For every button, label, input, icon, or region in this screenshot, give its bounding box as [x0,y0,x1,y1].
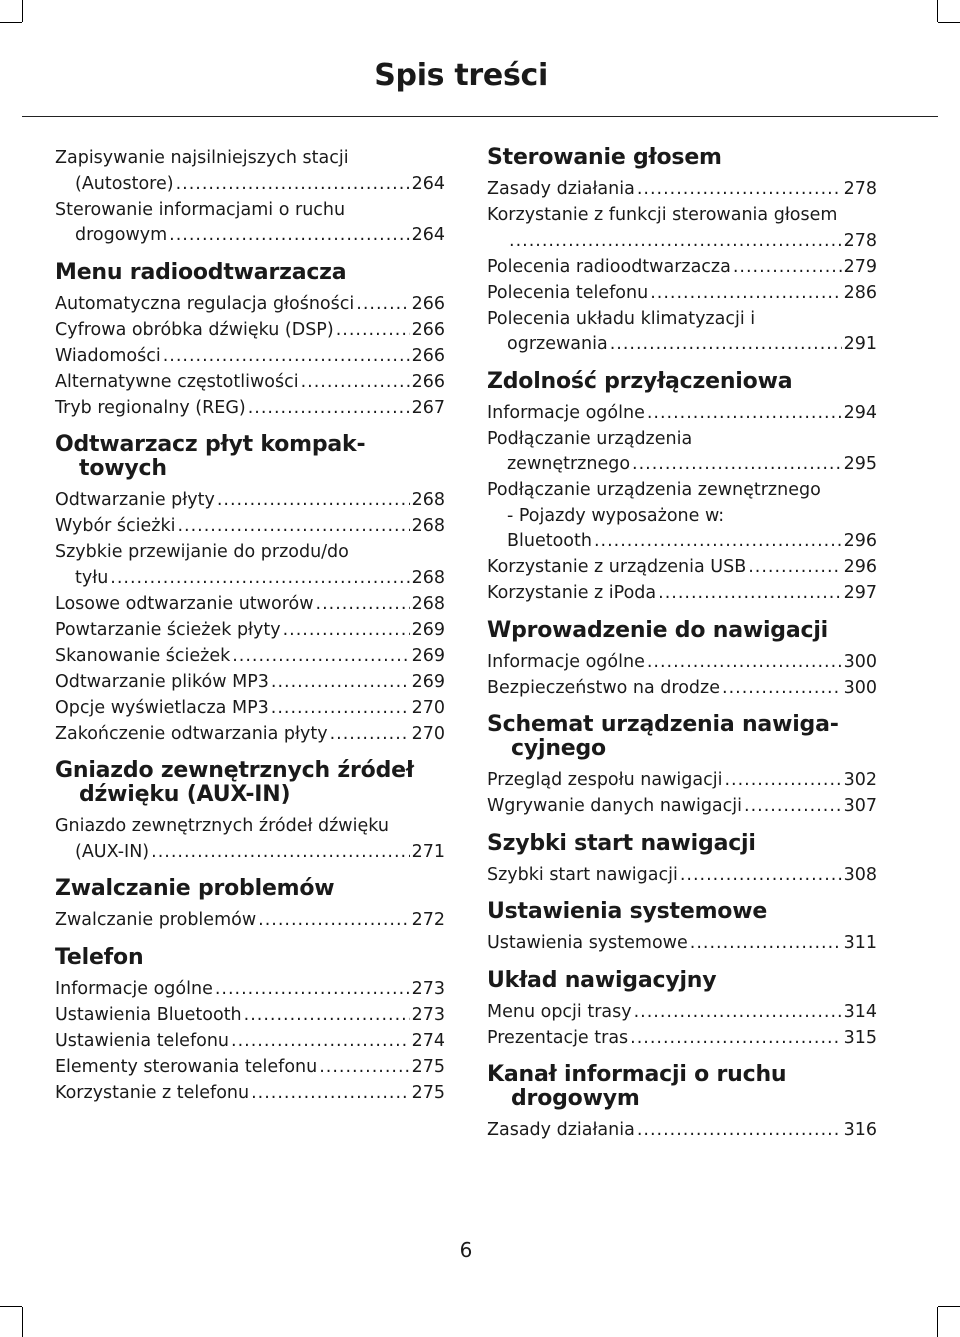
section-heading [487,370,877,394]
toc-entry-line [55,592,445,618]
toc-entry-line [487,529,877,555]
section-heading-line: Zwalczanie problemów [55,876,335,901]
toc-entry-line [55,370,445,396]
toc-entry-line [55,840,445,866]
toc-page-number: 266 [411,371,445,392]
toc-entry-line [487,203,877,229]
toc-entry-text: Bluetooth [507,531,592,551]
toc-entry-text: Skanowanie ścieżek [55,645,231,666]
toc-entry-line [487,281,877,307]
toc-entry-line [55,566,445,592]
toc-entry-line [487,307,877,333]
dot-leader [647,650,842,676]
crop-mark [0,1306,22,1307]
toc-entry-text: Polecenia układu klimatyzacji i [487,308,756,329]
toc-entry-text: Wybór ścieżki [55,516,176,536]
toc-entry-text: Wiadomości [55,345,161,366]
toc-entry[interactable] [487,794,877,820]
toc-entry[interactable] [487,281,877,307]
toc-entry-line [55,344,445,370]
toc-entry[interactable] [55,488,445,514]
toc-entry-line [487,255,877,281]
toc-page-number: 294 [843,402,877,423]
toc-entry-line [55,198,445,224]
toc-entry-text: Korzystanie z funkcji sterowania głosem [487,205,838,225]
toc-entry-text: Korzystanie z telefonu [55,1082,250,1103]
toc-entry-line [55,172,445,198]
toc-entry-text: (AUX-IN) [75,841,150,862]
toc-entry[interactable] [55,514,445,540]
dot-leader [634,1000,842,1026]
toc-entry[interactable] [55,396,445,422]
dot-leader [271,696,410,722]
toc-entry[interactable] [487,676,877,702]
toc-page-number: 269 [411,619,445,640]
toc-section [487,1063,877,1144]
page-title: Spis treści [374,58,548,93]
section-heading-line: drogowym [511,1086,640,1111]
toc-entry-line [487,676,877,702]
toc-section [487,713,877,820]
section-heading-line: Układ nawigacyjny [487,967,717,993]
toc-entry-line [487,768,877,794]
dot-leader [215,977,410,1003]
dot-leader [722,676,842,702]
section-heading-line: dźwięku (AUX-IN) [79,782,291,807]
toc-page-number: 291 [843,334,877,354]
toc-page-number: 268 [411,593,445,614]
dot-leader [680,863,842,889]
toc-entry-line [55,977,445,1003]
toc-entry-line [487,229,877,255]
toc-entry[interactable] [487,931,877,957]
toc-entry-line [487,504,877,530]
toc-entry-text: Odtwarzanie płyty [55,490,215,510]
toc-entry-text: Losowe odtwarzanie utworów [55,593,314,614]
toc-entry-line [55,146,445,172]
dot-leader [637,1118,842,1144]
section-heading [487,619,877,643]
toc-entry[interactable] [487,1118,877,1144]
toc-entry[interactable] [487,1000,877,1026]
toc-entry[interactable] [55,977,445,1003]
crop-mark [938,22,960,23]
page-number: 6 [459,1238,473,1262]
toc-entry-line [487,931,877,957]
toc-section [55,146,445,249]
toc-section [55,261,445,422]
toc-entry[interactable] [55,618,445,644]
section-heading [55,759,445,807]
toc-entry-text: Informacje ogólne [55,978,213,999]
toc-entry-text: Zwalczanie problemów [55,910,257,930]
dot-leader [301,370,410,396]
toc-page-number: 302 [843,770,877,790]
toc-section [487,832,877,889]
section-heading-line: Odtwarzacz płyt kompak- [55,432,366,457]
dot-leader [232,644,409,670]
toc-entry-line [55,1055,445,1081]
toc-entry-line [487,863,877,889]
toc-page-number: 270 [411,723,445,744]
toc-entry-text: Gniazdo zewnętrznych źródeł dźwięku [55,816,389,836]
crop-mark [937,0,938,22]
header-rule [22,116,938,117]
toc-entry-line [487,1000,877,1026]
toc-entry-line [55,1081,445,1107]
toc-entry-text: tyłu [75,567,109,588]
dot-leader [169,223,409,249]
toc-entry[interactable] [487,255,877,281]
toc-entry-text: Zapisywanie najsilniejszych stacji [55,148,349,168]
section-heading [487,969,877,993]
section-heading-line: Zdolność przyłączeniowa [487,368,793,394]
toc-entry[interactable] [487,555,877,581]
dot-leader [316,592,410,618]
toc-entry-text: Sterowanie informacjami o ruchu [55,199,346,220]
toc-entry-line [55,396,445,422]
dot-leader [163,344,410,370]
toc-entry[interactable] [487,650,877,676]
section-heading-line: Schemat urządzenia nawiga- [487,712,839,737]
toc-page-number: 266 [411,319,445,340]
toc-entry[interactable] [55,592,445,618]
toc-entry[interactable] [55,1029,445,1055]
toc-section [55,946,445,1107]
toc-entry-text: Odtwarzanie plików MP3 [55,671,269,692]
toc-entry-line [55,670,445,696]
toc-entry-line [487,177,877,203]
toc-entry-line [487,401,877,427]
toc-page-number: 274 [411,1030,445,1051]
toc-entry[interactable] [487,401,877,427]
toc-entry-text: Tryb regionalny (REG) [55,397,246,418]
dot-leader [258,908,409,934]
toc-page-number: 300 [843,651,877,672]
section-heading [55,433,445,481]
section-heading [487,713,877,761]
toc-page-number: 295 [843,454,877,474]
toc-section [487,900,877,957]
toc-entry[interactable] [55,370,445,396]
toc-entry[interactable] [55,670,445,696]
crop-mark [22,1307,23,1337]
section-heading-line: Ustawienia systemowe [487,899,768,924]
toc-entry-text: Opcje wyświetlacza MP3 [55,697,269,718]
crop-mark [0,22,22,23]
toc-entry-line [487,332,877,358]
toc-page-number: 273 [411,1004,445,1025]
toc-page-number: 271 [411,841,445,862]
dot-leader [610,332,842,358]
toc-page-number: 273 [411,978,445,999]
toc-page-number: 272 [411,910,445,930]
toc-entry[interactable] [487,177,877,203]
dot-leader [248,396,410,422]
dot-leader [594,529,842,555]
toc-page-number: 308 [843,864,877,885]
toc-entry-text: Bezpieczeństwo na drodze [487,677,720,698]
section-heading [487,832,877,856]
toc-entry-text: Szybki start nawigacji [487,864,678,885]
toc-entry-text: - Pojazdy wyposażone w: [507,505,725,526]
toc-entry-line [55,318,445,344]
toc-entry-line [487,427,877,453]
section-heading-line: cyjnego [511,736,606,761]
toc-page-number: 267 [411,397,445,418]
toc-entry-text: Polecenia radioodtwarzacza [487,256,731,277]
toc-section [55,759,445,865]
toc-entry-text: Menu opcji trasy [487,1001,632,1022]
dot-leader [176,172,410,198]
dot-leader [177,514,409,540]
toc-entry-text: drogowym [75,225,168,245]
section-heading-line: Gniazdo zewnętrznych źródeł [55,758,414,783]
toc-entry[interactable] [487,427,877,478]
toc-page-number: 296 [843,531,877,551]
toc-entry-text: Ustawienia telefonu [55,1030,230,1051]
dot-leader [630,1026,841,1052]
toc-entry-line [55,540,445,566]
toc-entry-line [487,581,877,607]
toc-entry-text: ogrzewania [507,334,608,354]
toc-entry[interactable] [55,318,445,344]
toc-entry-text: Automatyczna regulacja głośności [55,293,355,314]
toc-entry-text: Prezentacje tras [487,1027,629,1048]
dot-leader [319,1055,409,1081]
section-heading-line: Wprowadzenie do nawigacji [487,617,829,643]
toc-section [487,370,877,607]
dot-leader [744,794,842,820]
section-heading-line: Szybki start nawigacji [487,830,756,856]
dot-leader [356,292,409,318]
crop-mark [938,1306,960,1307]
toc-section [487,619,877,702]
toc-entry-line [55,223,445,249]
toc-page-number: 300 [843,677,877,698]
toc-entry-text: Zakończenie odtwarzania płyty [55,723,328,744]
toc-entry-text: Informacje ogólne [487,402,645,423]
toc-entry[interactable] [55,1055,445,1081]
toc-page-number: 270 [411,697,445,718]
dot-leader [647,401,842,427]
toc-entry-text: Szybkie przewijanie do przodu/do [55,542,349,562]
dot-leader [724,768,841,794]
dot-leader [690,931,842,957]
toc-entry-text: Informacje ogólne [487,651,645,672]
toc-entry-text: Polecenia telefonu [487,282,649,303]
toc-entry-text: zewnętrznego [507,454,631,474]
toc-entry-line [487,1118,877,1144]
toc-entry[interactable] [55,696,445,722]
toc-entry-text: Korzystanie z iPoda [487,583,657,603]
toc-entry-line [55,1029,445,1055]
dot-leader [271,670,410,696]
dot-leader [244,1003,410,1029]
toc-right-column [487,146,877,1144]
toc-page-number: 269 [411,645,445,666]
toc-page-number: 314 [843,1001,877,1022]
toc-page-number: 264 [411,173,445,194]
toc-entry[interactable] [55,908,445,934]
crop-mark [22,0,23,22]
toc-page-number: 268 [411,567,445,588]
dot-leader [632,452,842,478]
toc-entry[interactable] [487,1026,877,1052]
toc-entry[interactable] [487,307,877,358]
toc-left-column [55,146,445,1107]
toc-entry-text: Podłączanie urządzenia zewnętrznego [487,480,821,500]
dot-leader [637,177,842,203]
toc-page-number: 296 [843,557,877,577]
toc-page-number: 268 [411,490,445,510]
toc-entry-text: Ustawienia Bluetooth [55,1004,242,1025]
toc-entry-line [55,488,445,514]
toc-page-number: 278 [843,230,877,251]
toc-page-number: 268 [411,516,445,536]
toc-entry-line [487,452,877,478]
dot-leader [110,566,409,592]
dot-leader [509,229,842,255]
toc-entry[interactable] [487,203,877,254]
dot-leader [650,281,841,307]
toc-entry[interactable] [55,540,445,591]
toc-entry-text: Cyfrowa obróbka dźwięku (DSP) [55,319,334,340]
section-heading [487,1063,877,1111]
toc-entry[interactable] [55,146,445,197]
toc-page-number: 307 [843,796,877,816]
dot-leader [330,722,410,748]
toc-entry-text: Korzystanie z urządzenia USB [487,557,747,577]
toc-entry-text: Powtarzanie ścieżek płyty [55,619,281,640]
toc-entry[interactable] [55,198,445,249]
toc-entry[interactable] [55,1081,445,1107]
toc-entry-text: (Autostore) [75,173,174,194]
toc-entry-text: Wgrywanie danych nawigacji [487,796,743,816]
toc-page-number: 286 [843,282,877,303]
toc-entry-line [55,696,445,722]
toc-entry-text: Przegląd zespołu nawigacji [487,770,723,790]
section-heading [55,261,445,285]
toc-entry-line [487,650,877,676]
section-heading-line: Sterowanie głosem [487,145,722,170]
toc-entry-text: Elementy sterowania telefonu [55,1056,318,1077]
toc-page-number: 297 [843,583,877,603]
toc-entry-text: Zasady działania [487,1120,635,1140]
toc-entry[interactable] [487,581,877,607]
dot-leader [251,1081,410,1107]
toc-entry[interactable] [55,644,445,670]
section-heading [487,146,877,170]
toc-entry[interactable] [55,344,445,370]
toc-page-number: 269 [411,671,445,692]
toc-entry-text: Alternatywne częstotliwości [55,371,299,392]
crop-mark [937,1307,938,1337]
toc-entry-line [55,722,445,748]
toc-section [487,146,877,358]
toc-entry[interactable] [55,722,445,748]
toc-entry-line [55,908,445,934]
section-heading-line: towych [79,456,167,481]
toc-entry-line [55,514,445,540]
toc-entry-line [55,644,445,670]
toc-page-number: 266 [411,345,445,366]
toc-page-number: 266 [411,293,445,314]
toc-page-number: 264 [411,225,445,245]
toc-entry-text: Ustawienia systemowe [487,933,688,953]
dot-leader [733,255,842,281]
toc-page-number: 311 [843,933,877,953]
section-heading-line: Menu radioodtwarzacza [55,259,347,285]
toc-entry-line [55,814,445,840]
section-heading [55,877,445,901]
toc-entry[interactable] [487,478,877,555]
toc-entry-line [487,1026,877,1052]
toc-entry-text: Podłączanie urządzenia [487,428,693,449]
toc-page-number: 278 [843,179,877,199]
toc-entry[interactable] [487,863,877,889]
dot-leader [336,318,410,344]
toc-entry-line [55,618,445,644]
toc-entry-line [487,794,877,820]
toc-page-number: 279 [843,256,877,277]
toc-section [487,969,877,1052]
dot-leader [283,618,410,644]
toc-entry[interactable] [55,1003,445,1029]
toc-page-number: 275 [411,1056,445,1077]
toc-entry[interactable] [55,292,445,318]
dot-leader [748,555,841,581]
toc-entry[interactable] [55,814,445,865]
toc-entry-line [55,292,445,318]
toc-page-number: 316 [843,1120,877,1140]
toc-entry-line [55,1003,445,1029]
toc-entry-line [487,478,877,504]
section-heading-line: Kanał informacji o ruchu [487,1062,787,1087]
toc-section [55,433,445,747]
toc-page-number: 315 [843,1027,877,1048]
toc-entry-text: Zasady działania [487,179,635,199]
section-heading-line: Telefon [55,944,144,970]
toc-entry-line [487,555,877,581]
toc-page-number: 275 [411,1082,445,1103]
section-heading [487,900,877,924]
dot-leader [151,840,409,866]
dot-leader [658,581,841,607]
section-heading [55,946,445,970]
dot-leader [217,488,410,514]
toc-entry[interactable] [487,768,877,794]
dot-leader [231,1029,410,1055]
toc-section [55,877,445,934]
